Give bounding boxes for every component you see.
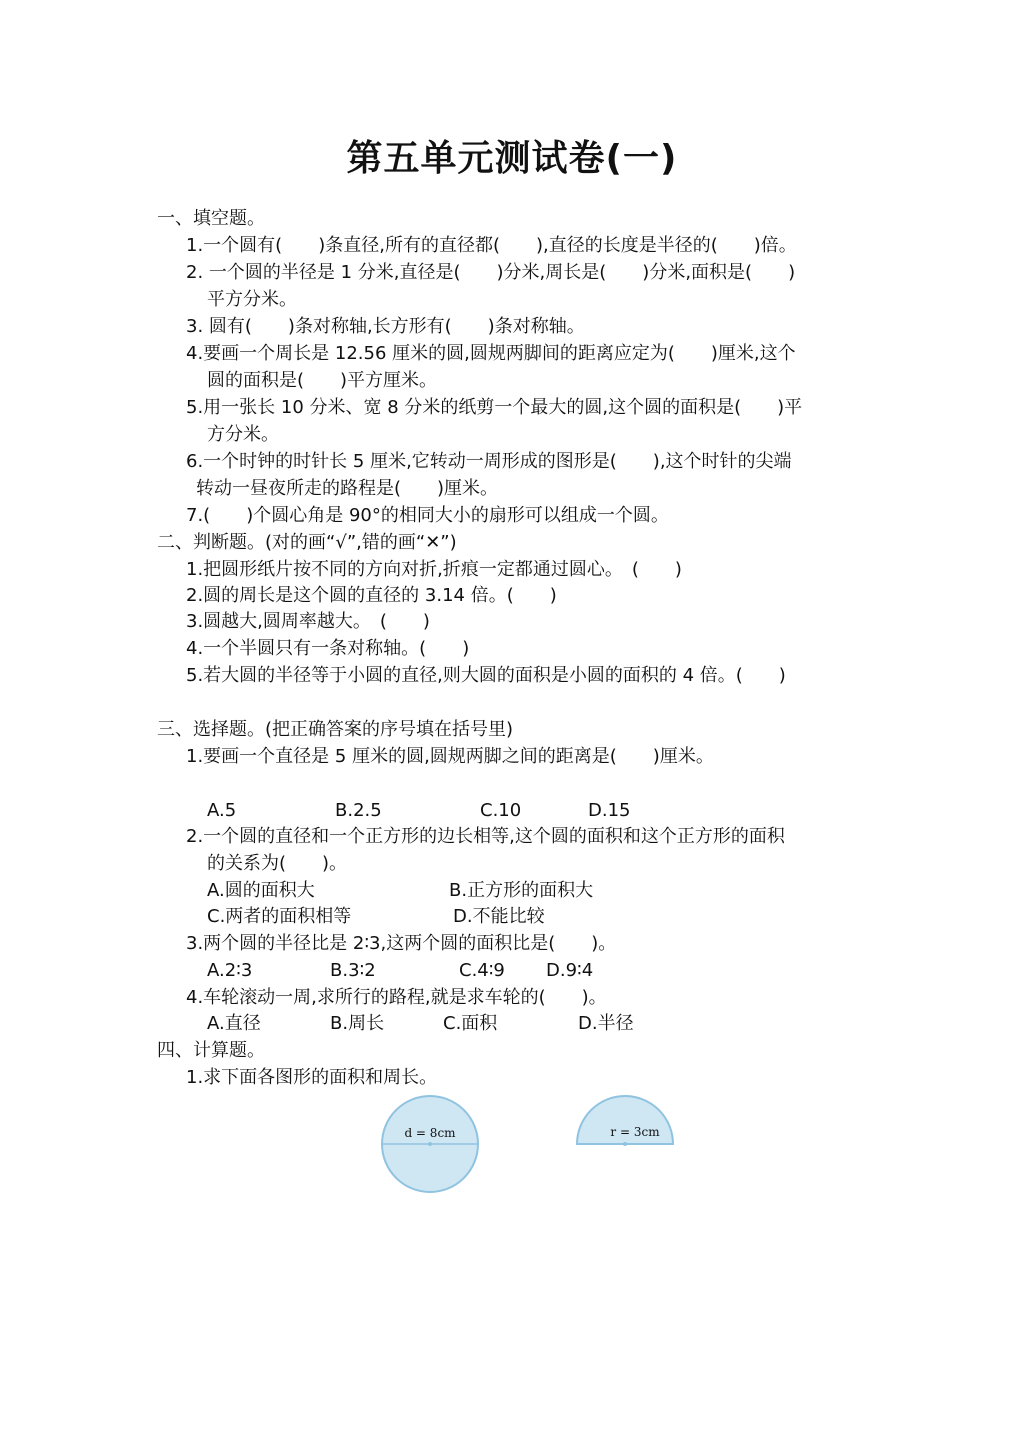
choice-q4-option-c: C.面积 <box>443 1013 498 1034</box>
semicircle-figure <box>573 1094 677 1148</box>
fill-question-4-cont: 圆的面积是( )平方厘米。 <box>207 370 438 391</box>
fill-question-2: 2. 一个圆的半径是 1 分米,直径是( )分米,周长是( )分米,面积是( ) <box>186 262 796 283</box>
judge-question-3: 3.圆越大,圆周率越大。 ( ) <box>186 611 430 632</box>
circle-center-dot <box>428 1142 432 1146</box>
fill-question-7: 7.( )个圆心角是 90°的相同大小的扇形可以组成一个圆。 <box>186 505 669 526</box>
fill-section-heading: 一、填空题。 <box>157 208 265 229</box>
calc-section-heading: 四、计算题。 <box>157 1040 265 1061</box>
choice-q1-option-a: A.5 <box>207 800 237 821</box>
choice-q1-option-c: C.10 <box>480 800 522 821</box>
choice-section-heading: 三、选择题。(把正确答案的序号填在括号里) <box>157 719 514 740</box>
choice-q1-option-d: D.15 <box>588 800 631 821</box>
judge-question-2: 2.圆的周长是这个圆的直径的 3.14 倍。( ) <box>186 585 557 606</box>
choice-q3-option-a: A.2∶3 <box>207 960 253 981</box>
semicircle-radius-label: r = 3cm <box>610 1125 660 1139</box>
choice-question-4: 4.车轮滚动一周,求所行的路程,就是求车轮的( )。 <box>186 987 607 1008</box>
choice-q3-option-d: D.9∶4 <box>546 960 594 981</box>
calc-question-1: 1.求下面各图形的面积和周长。 <box>186 1067 438 1088</box>
choice-q2-option-b: B.正方形的面积大 <box>449 880 594 901</box>
fill-question-4: 4.要画一个周长是 12.56 厘米的圆,圆规两脚间的距离应定为( )厘米,这个 <box>186 343 796 364</box>
fill-question-6-cont: 转动一昼夜所走的路程是( )厘米。 <box>196 478 499 499</box>
fill-question-5: 5.用一张长 10 分米、宽 8 分米的纸剪一个最大的圆,这个圆的面积是( )平 <box>186 397 803 418</box>
choice-q3-option-c: C.4∶9 <box>459 960 505 981</box>
judge-question-1: 1.把圆形纸片按不同的方向对折,折痕一定都通过圆心。 ( ) <box>186 559 682 580</box>
choice-q1-option-b: B.2.5 <box>335 800 382 821</box>
choice-q4-option-b: B.周长 <box>330 1013 385 1034</box>
semicircle-center-dot <box>623 1142 627 1146</box>
circle-figure <box>378 1094 482 1198</box>
judge-question-5: 5.若大圆的半径等于小圆的直径,则大圆的面积是小圆的面积的 4 倍。( ) <box>186 665 786 686</box>
judge-section-heading: 二、判断题。(对的画“√”,错的画“✕”) <box>157 532 457 553</box>
choice-q4-option-a: A.直径 <box>207 1013 261 1034</box>
choice-question-2: 2.一个圆的直径和一个正方形的边长相等,这个圆的面积和这个正方形的面积 <box>186 826 785 847</box>
choice-q4-option-d: D.半径 <box>578 1013 634 1034</box>
fill-question-3: 3. 圆有( )条对称轴,长方形有( )条对称轴。 <box>186 316 585 337</box>
judge-question-4: 4.一个半圆只有一条对称轴。( ) <box>186 638 470 659</box>
choice-question-1: 1.要画一个直径是 5 厘米的圆,圆规两脚之间的距离是( )厘米。 <box>186 746 714 767</box>
fill-question-1: 1.一个圆有( )条直径,所有的直径都( ),直径的长度是半径的( )倍。 <box>186 235 797 256</box>
choice-q2-option-c: C.两者的面积相等 <box>207 906 352 927</box>
choice-q2-option-d: D.不能比较 <box>453 906 545 927</box>
page-title: 第五单元测试卷(一) <box>346 138 678 179</box>
choice-q2-option-a: A.圆的面积大 <box>207 880 315 901</box>
choice-q3-option-b: B.3∶2 <box>330 960 376 981</box>
fill-question-2-cont: 平方分米。 <box>207 289 297 310</box>
choice-question-3: 3.两个圆的半径比是 2∶3,这两个圆的面积比是( )。 <box>186 933 617 954</box>
choice-question-2-cont: 的关系为( )。 <box>207 853 348 874</box>
fill-question-5-cont: 方分米。 <box>207 424 279 445</box>
fill-question-6: 6.一个时钟的时针长 5 厘米,它转动一周形成的图形是( ),这个时针的尖端 <box>186 451 792 472</box>
circle-diameter-label: d = 8cm <box>404 1126 456 1140</box>
